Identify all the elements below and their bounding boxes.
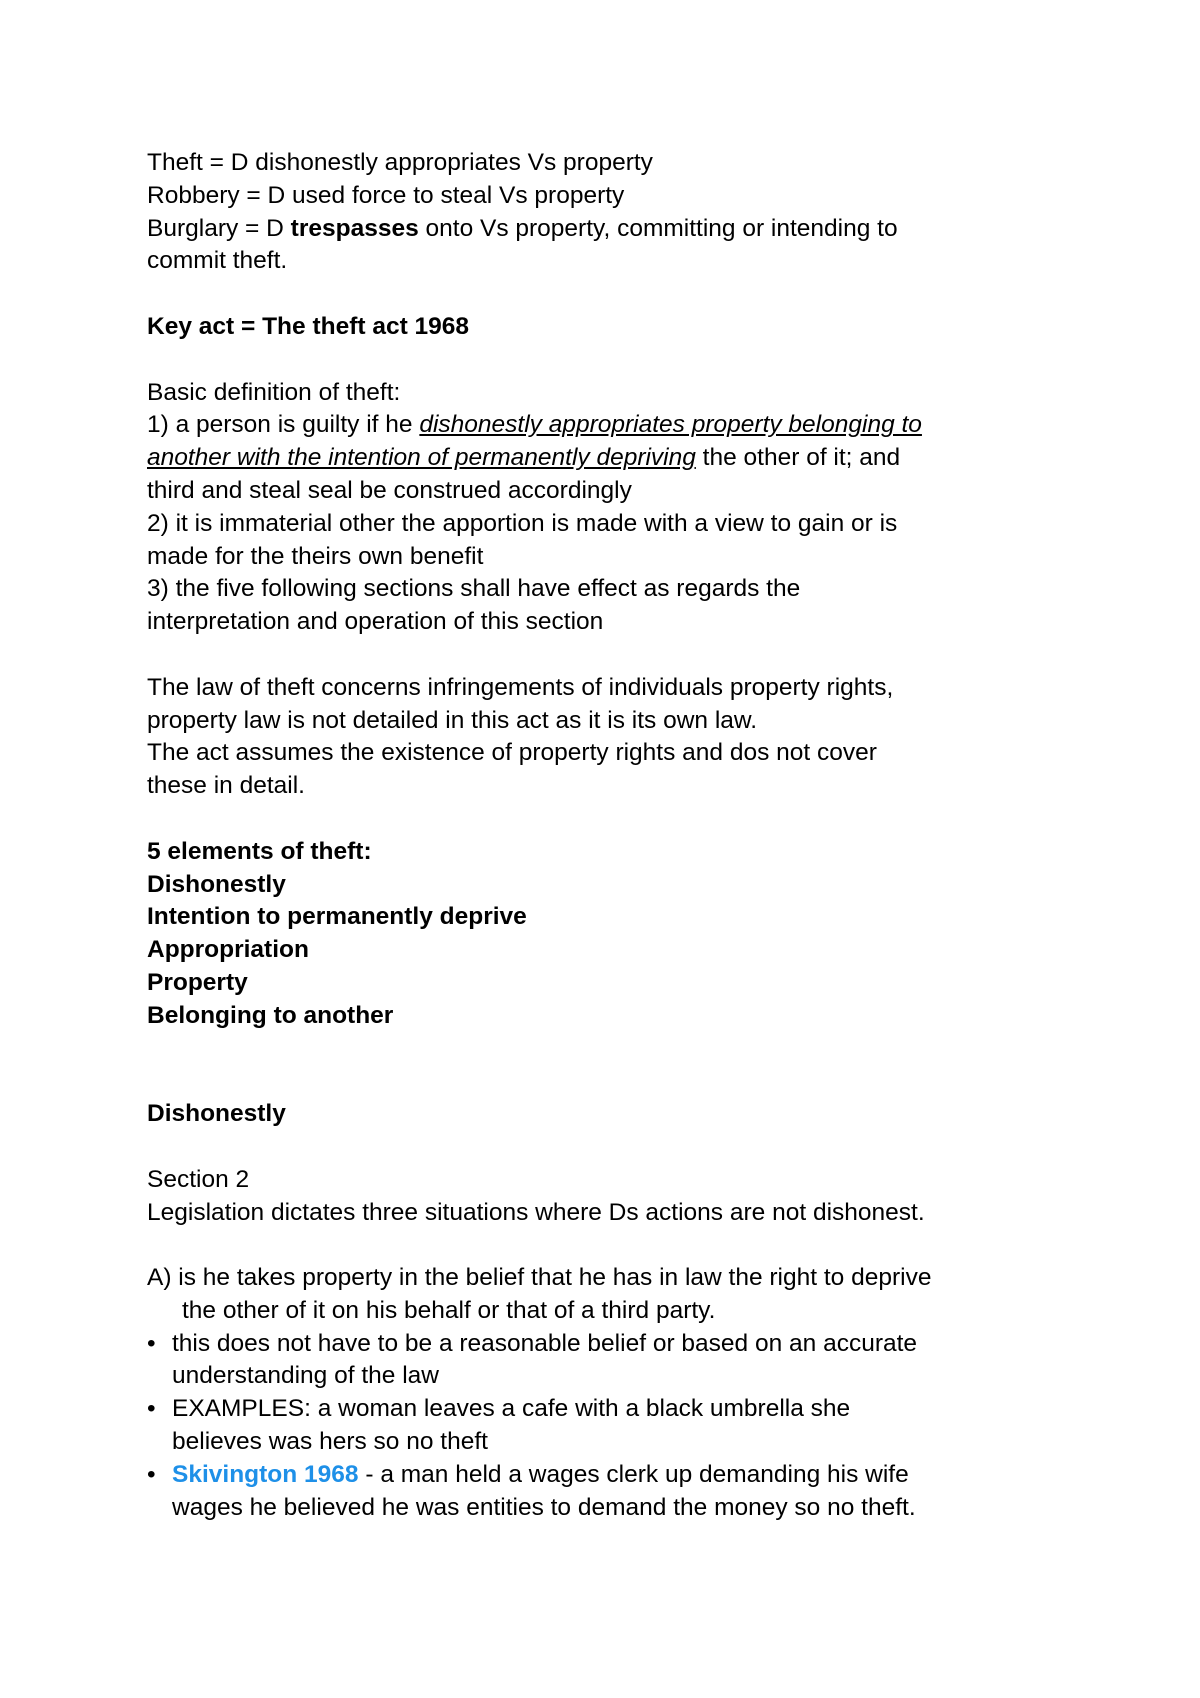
- definition-point-3: 3) the five following sections shall have effect as regards the: [147, 575, 801, 603]
- bullet-icon: •: [147, 1329, 156, 1357]
- definition-underlined-text: dishonestly appropriates property belonging to: [419, 411, 922, 439]
- situation-a-line-1: A) is he takes property in the belief that he has in law the right to deprive: [147, 1264, 932, 1292]
- basic-definition-heading: Basic definition of theft:: [147, 378, 401, 406]
- list-item: • this does not have to be a reasonable belief or based on an accurate understanding of the law: [147, 1329, 918, 1390]
- definition-underlined-text-2: another with the intention of permanently depriving: [147, 444, 696, 472]
- robbery-definition-line: Robbery = D used force to steal Vs property: [147, 181, 625, 209]
- law-paragraph-line-4: these in detail.: [147, 772, 305, 800]
- theft-definition-line: Theft = D dishonestly appropriates Vs property: [147, 149, 653, 176]
- bullet-icon: •: [147, 1395, 156, 1423]
- definition-point-1-line-3: third and steal seal be construed accordingly: [147, 476, 632, 504]
- definition-point-1: 1) a person is guilty if he dishonestly appropriates property belonging to: [147, 411, 922, 439]
- law-paragraph-line-1: The law of theft concerns infringements of individuals property rights,: [147, 673, 894, 701]
- definition-point-3-line-2: interpretation and operation of this section: [147, 608, 604, 636]
- elements-heading: 5 elements of theft:: [147, 837, 372, 865]
- definition-point-2: 2) it is immaterial other the apportion is made with a view to gain or is: [147, 509, 898, 537]
- element-item: Property: [147, 968, 248, 996]
- section-label: Section 2: [147, 1165, 250, 1193]
- legislation-line: Legislation dictates three situations where Ds actions are not dishonest.: [147, 1198, 925, 1226]
- dishonestly-heading: Dishonestly: [147, 1100, 286, 1128]
- trespasses-bold: trespasses: [290, 214, 419, 242]
- element-item: Intention to permanently deprive: [147, 903, 527, 931]
- law-paragraph-line-2: property law is not detailed in this act as it is its own law.: [147, 706, 758, 734]
- case-name: Skivington 1968: [172, 1460, 359, 1488]
- key-act-heading: Key act = The theft act 1968: [147, 312, 470, 340]
- element-item: Dishonestly: [147, 870, 286, 898]
- law-paragraph-line-3: The act assumes the existence of property rights and dos not cover: [147, 739, 877, 767]
- element-item: Belonging to another: [147, 1001, 394, 1029]
- situation-a-line-2: the other of it on his behalf or that of a third party.: [182, 1296, 716, 1324]
- definition-point-1-line-2: another with the intention of permanently depriving the other of it; and: [147, 444, 901, 472]
- bullet-icon: •: [147, 1460, 156, 1488]
- list-item: • EXAMPLES: a woman leaves a cafe with a black umbrella she believes was hers so no theft: [147, 1395, 851, 1456]
- list-item: • Skivington 1968 - a man held a wages clerk up demanding his wife wages he believed he was entities to demand the money so no theft.: [147, 1460, 916, 1521]
- burglary-definition-line: Burglary = D trespasses onto Vs property, committing or intending to: [147, 214, 898, 242]
- definition-point-2-line-2: made for the theirs own benefit: [147, 542, 484, 570]
- element-item: Appropriation: [147, 936, 309, 964]
- burglary-definition-line-2: commit theft.: [147, 247, 288, 275]
